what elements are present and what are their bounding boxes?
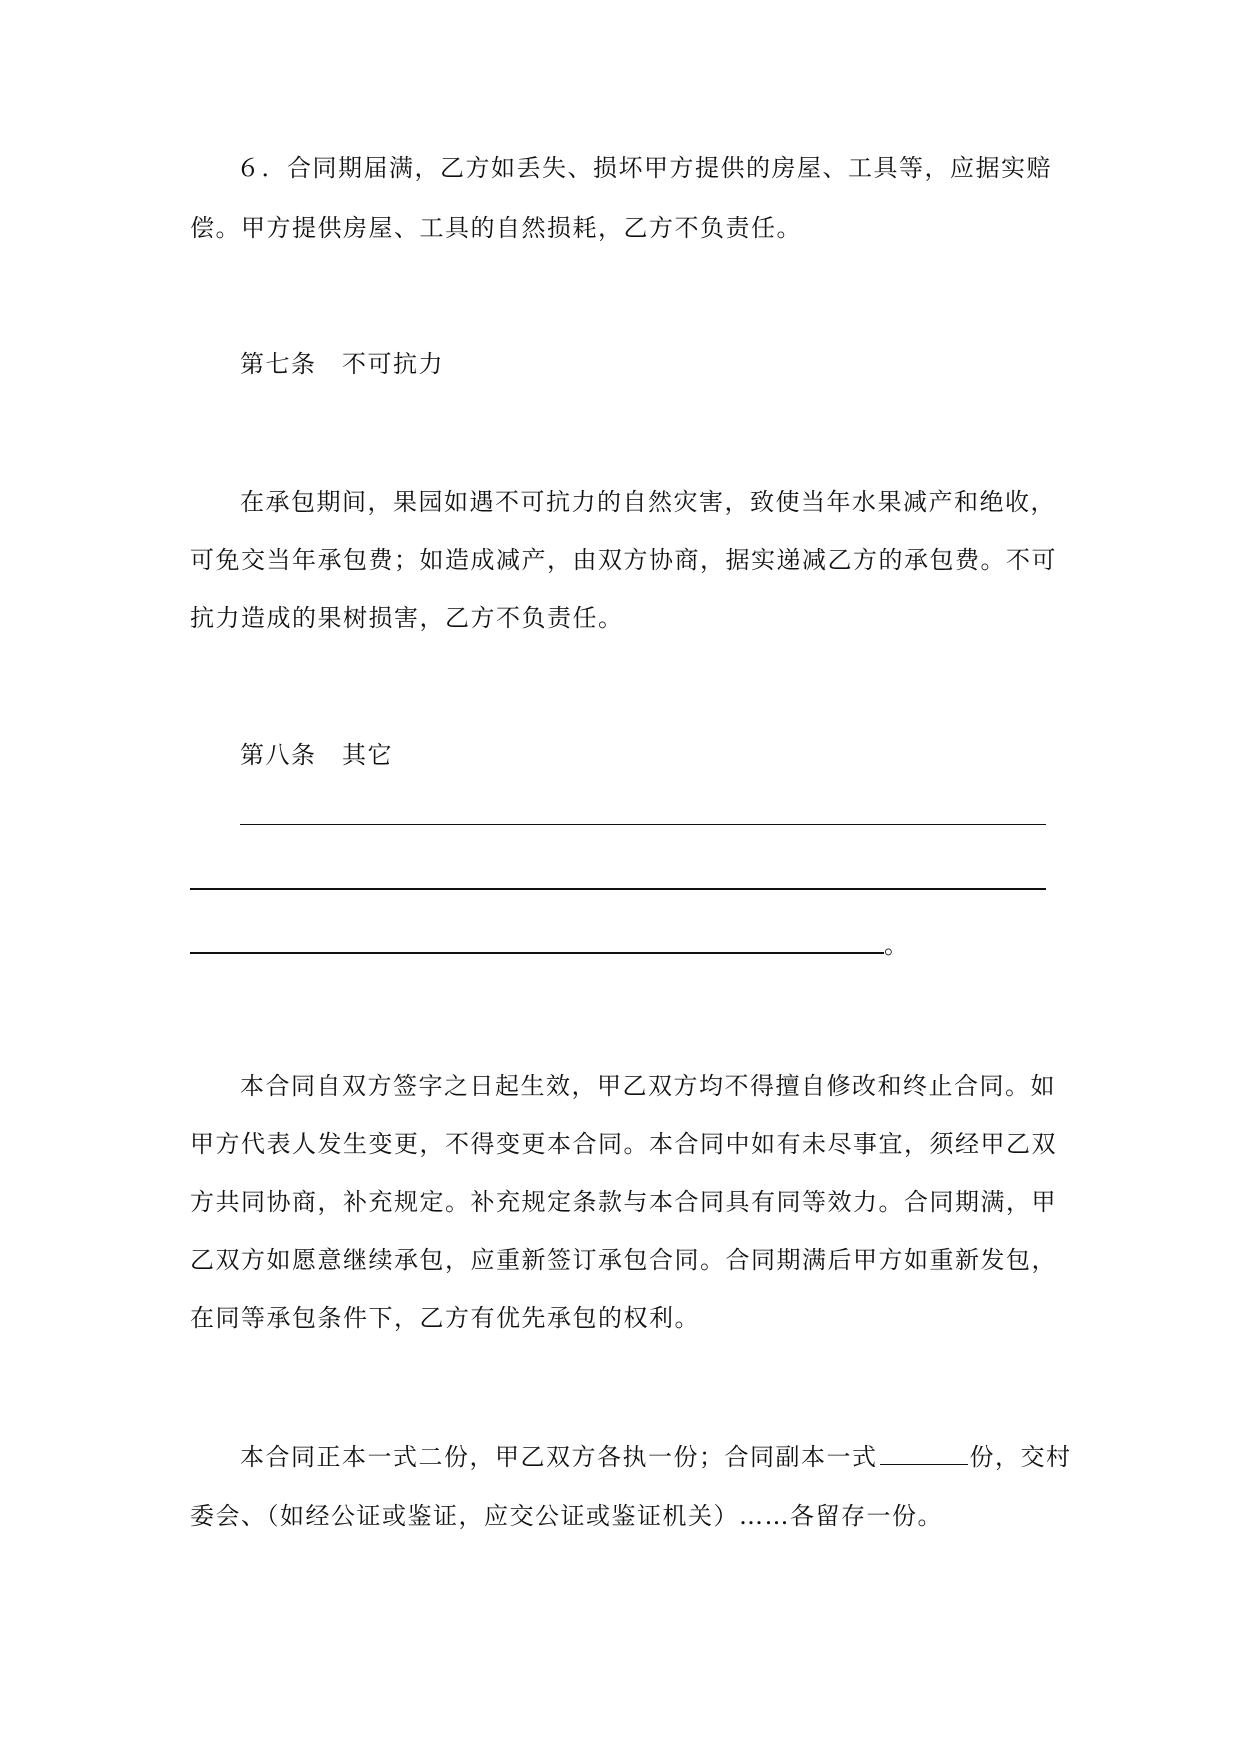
copies-paragraph-line-1 [240, 1436, 1100, 1476]
effect-paragraph-line-3: 方共同协商，补充规定。补充规定条款与本合同具有同等效力。合同期满，甲 [190, 1188, 1057, 1216]
effect-paragraph-line-5: 在同等承包条件下，乙方有优先承包的权利。 [190, 1304, 700, 1332]
fill-in-blank-line-1 [240, 824, 1046, 825]
article-7-heading: 第七条 不可抗力 [240, 350, 444, 378]
copies-text-after-blank: 份，交村 [969, 1443, 1072, 1471]
copies-text-before-blank: 本合同正本一式二份，甲乙双方各执一份；合同副本一式 [240, 1443, 878, 1471]
clause-6-item-6-line-2: 偿。甲方提供房屋、工具的自然损耗，乙方不负责任。 [190, 214, 802, 242]
effect-paragraph-line-2: 甲方代表人发生变更，不得变更本合同。本合同中如有未尽事宜，须经甲乙双 [190, 1130, 1057, 1158]
copies-paragraph-line-2: 委会、（如经公证或鉴证，应交公证或鉴证机关）……各留存一份。 [190, 1502, 943, 1530]
fill-in-blank-line-3 [190, 952, 884, 954]
article-8-heading: 第八条 其它 [240, 741, 393, 769]
effect-paragraph-line-4: 乙双方如愿意继续承包，应重新签订承包合同。合同期满后甲方如重新发包， [190, 1246, 1057, 1274]
copies-count-blank [880, 1436, 968, 1465]
clause-6-item-6-line-1: ６．合同期届满，乙方如丢失、损坏甲方提供的房屋、工具等，应据实赔 [236, 154, 1052, 182]
fill-in-blank-line-2 [190, 888, 1046, 890]
article-8-end-mark: 。 [884, 931, 908, 959]
article-7-line-3: 抗力造成的果树损害，乙方不负责任。 [190, 604, 624, 632]
article-7-line-1: 在承包期间，果园如遇不可抗力的自然灾害，致使当年水果减产和绝收， [240, 488, 1056, 516]
effect-paragraph-line-1: 本合同自双方签字之日起生效，甲乙双方均不得擅自修改和终止合同。如 [240, 1072, 1056, 1100]
article-7-line-2: 可免交当年承包费；如造成减产，由双方协商，据实递减乙方的承包费。不可 [190, 546, 1057, 574]
